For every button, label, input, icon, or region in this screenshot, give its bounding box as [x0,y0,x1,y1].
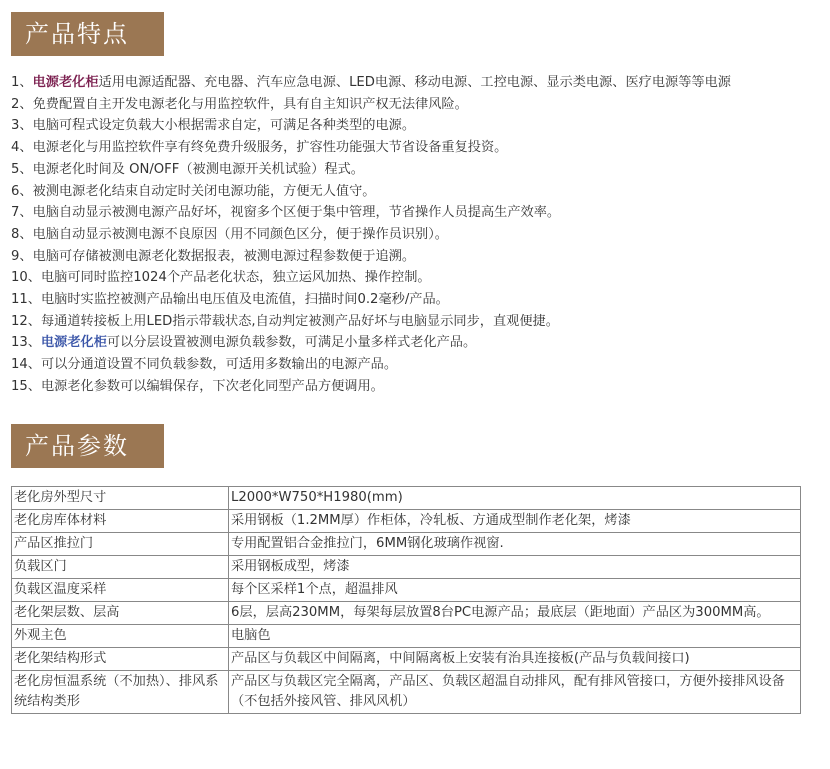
param-key: 老化架层数、层高 [12,602,229,625]
param-key: 负载区温度采样 [12,579,229,602]
feature-text: 可以分层设置被测电源负载参数，可满足小量多样式老化产品。 [106,335,477,351]
param-value: L2000*W750*H1980(mm) [229,487,801,510]
param-value: 采用钢板成型，烤漆 [229,556,801,579]
param-value: 产品区与负载区中间隔离，中间隔离板上安装有治具连接板(产品与负载间接口) [229,648,801,671]
param-value: 采用钢板（1.2MM厚）作柜体，冷轧板、方通成型制作老化架，烤漆 [229,510,801,533]
feature-item: 5、电源老化时间及 ON/OFF（被测电源开关机试验）程式。 [11,161,364,177]
feature-item: 10、电脑可同时监控1024个产品老化状态，独立运风加热、操作控制。 [11,270,431,286]
feature-item: 14、可以分通道设置不同负载参数，可适用多数输出的电源产品。 [11,357,398,373]
feature-item: 6、被测电源老化结束自动定时关闭电源功能，方便无人值守。 [11,183,376,199]
table-row [12,487,801,510]
param-key: 老化房库体材料 [12,510,229,533]
param-value: 每个区采样1个点，超温排风 [229,579,801,602]
feature-prefix: 1、 [11,75,33,90]
table-row [12,556,801,579]
param-value: 6层，层高230MM，每架每层放置8台PC电源产品；最底层（距地面）产品区为300MM高。 [229,602,801,625]
table-row [12,602,801,625]
features-section-title: 产品特点 [11,12,164,56]
feature-item: 4、电源老化与用监控软件享有终免费升级服务，扩容性功能强大节省设备重复投资。 [11,140,508,156]
param-key: 产品区推拉门 [12,533,229,556]
feature-item: 15、电源老化参数可以编辑保存，下次老化同型产品方便调用。 [11,378,384,394]
param-key: 负载区门 [12,556,229,579]
feature-item: 8、电脑自动显示被测电源不良原因（用不同颜色区分，便于操作员识别）。 [11,226,448,242]
param-key: 老化房外型尺寸 [12,487,229,510]
params-table [11,486,801,714]
table-row [12,671,801,714]
features-list [11,72,811,398]
feature-item [11,332,811,354]
param-value: 电脑色 [229,625,801,648]
param-value: 专用配置铝合金推拉门，6MM钢化玻璃作视窗. [229,533,801,556]
feature-item: 12、每通道转接板上用LED指示带载状态,自动判定被测产品好坏与电脑显示同步，直观便捷。 [11,313,559,329]
feature-item: 7、电脑自动显示被测电源产品好坏，视窗多个区便于集中管理，节省操作人员提高生产效率。 [11,205,561,221]
feature-item: 2、免费配置自主开发电源老化与用监控软件，具有自主知识产权无法律风险。 [11,96,468,112]
table-row [12,625,801,648]
param-key: 外观主色 [12,625,229,648]
feature-highlight-link[interactable]: 电源老化柜 [32,75,99,90]
feature-item: 11、电脑时实监控被测产品输出电压值及电流值，扫描时间0.2毫秒/产品。 [11,292,449,308]
table-row [12,648,801,671]
feature-prefix: 13、 [11,335,41,351]
param-value: 产品区与负载区完全隔离，产品区、负载区超温自动排风，配有排风管接口，方便外接排风设备（不包括外接风管、排风风机） [229,671,801,714]
param-key: 老化架结构形式 [12,648,229,671]
feature-text: 适用电源适配器、充电器、汽车应急电源、LED电源、移动电源、工控电源、显示类电源、医疗电源等等电源 [98,75,731,90]
feature-highlight-link[interactable]: 电源老化柜 [40,335,107,351]
feature-item: 3、电脑可程式设定负载大小根据需求自定，可满足各种类型的电源。 [11,118,416,134]
table-row [12,579,801,602]
table-row [12,510,801,533]
param-key: 老化房恒温系统（不加热）、排风系统结构类形 [12,671,229,714]
feature-item [11,72,811,94]
table-row [12,533,801,556]
params-section-title: 产品参数 [11,424,164,468]
feature-item: 9、电脑可存储被测电源老化数据报表，被测电源过程参数便于追溯。 [11,248,416,264]
